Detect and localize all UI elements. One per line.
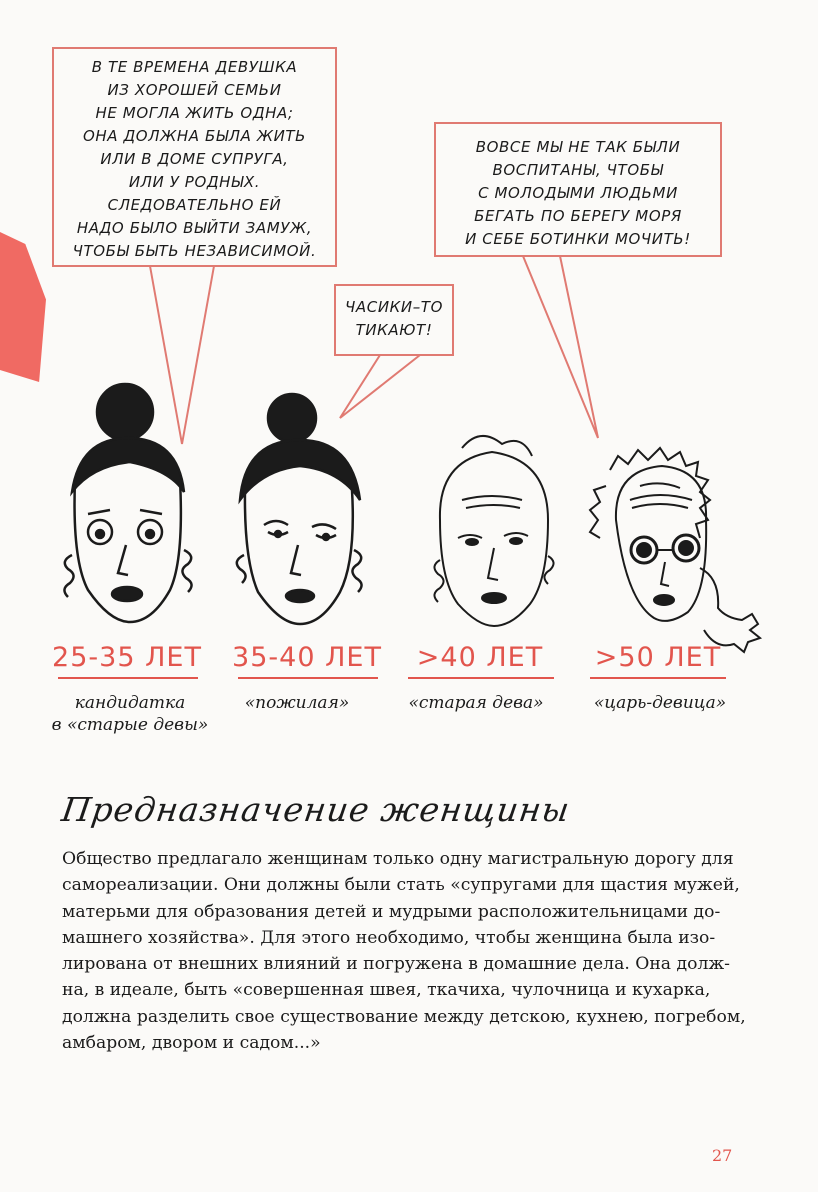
body-line: самореализации. Они должны были стать «супругами для щастия мужей, <box>62 875 740 896</box>
age-tag-line: кандидатка <box>74 693 186 713</box>
bubble-line: НЕ МОГЛА ЖИТЬ ОДНА; <box>95 104 294 122</box>
body-line: Общество предлагало женщинам только одну магистральную дорогу для <box>62 849 734 869</box>
bubble-line: В ТЕ ВРЕМЕНА ДЕВУШКА <box>91 58 298 76</box>
face-young-woman <box>64 384 191 622</box>
speech-bubble-2 <box>334 284 454 356</box>
bubble-line: С МОЛОДЫМИ ЛЮДЬМИ <box>478 184 678 202</box>
age-tag-2 <box>222 692 372 714</box>
bubble-line: ЧАСИКИ–ТО <box>345 298 443 316</box>
face-elderly-woman <box>237 394 362 624</box>
speech-bubble-3 <box>434 122 722 257</box>
bubble-line: И СЕБЕ БОТИНКИ МОЧИТЬ! <box>465 230 691 248</box>
age-tag-line: «пожилая» <box>244 693 350 713</box>
age-tag-1 <box>40 692 220 736</box>
age-tag-3 <box>386 692 566 714</box>
age-tag-line: в «старые девы» <box>51 715 209 735</box>
face-old-maid <box>434 436 553 626</box>
bubble-line: ТИКАЮТ! <box>355 321 433 339</box>
bubble-line: ИЛИ В ДОМЕ СУПРУГА, <box>100 150 289 168</box>
page-number: 27 <box>712 1146 733 1165</box>
age-rule-3 <box>408 677 554 679</box>
bubble-line: ВОВСЕ МЫ НЕ ТАК БЫЛИ <box>475 138 681 156</box>
body-line: на, в идеале, быть «совершенная швея, ткачиха, чулочница и кухарка, <box>62 980 711 1001</box>
bubble-tail-2 <box>340 355 420 418</box>
speech-bubble-1 <box>52 47 337 267</box>
age-rule-1 <box>58 677 198 679</box>
age-label-1: 25-35 ЛЕТ <box>52 642 202 673</box>
age-rule-4 <box>590 677 726 679</box>
age-rule-2 <box>238 677 378 679</box>
bubble-line: НАДО БЫЛО ВЫЙТИ ЗАМУЖ, <box>76 219 313 237</box>
bubble-line: ОНА ДОЛЖНА БЫЛА ЖИТЬ <box>82 127 307 145</box>
bubble-line: БЕГАТЬ ПО БЕРЕГУ МОРЯ <box>474 207 682 225</box>
age-label-4: >50 ЛЕТ <box>594 642 722 673</box>
body-line: матерьми для образования детей и мудрыми расположительницами до- <box>62 901 721 922</box>
body-line: амбаром, двором и садом...» <box>62 1033 321 1054</box>
section-title: Предназначение женщины <box>59 790 573 829</box>
age-label-3: >40 ЛЕТ <box>416 642 544 673</box>
bubble-tail-3 <box>523 256 598 438</box>
body-line: должна разделить свое существование между детскою, кухнею, погребом, <box>62 1006 746 1027</box>
bubble-line: ЧТОБЫ БЫТЬ НЕЗАВИСИМОЙ. <box>72 242 317 260</box>
body-line: лирована от внешних влияний и погружена в домашние дела. Она долж- <box>62 954 730 975</box>
age-tag-line: «царь-девица» <box>593 693 727 713</box>
bubble-line: СЛЕДОВАТЕЛЬНО ЕЙ <box>107 196 282 214</box>
bubble-line: ВОСПИТАНЫ, ЧТОБЫ <box>492 161 664 179</box>
bubble-tail-1 <box>150 266 214 444</box>
age-tag-line: «старая дева» <box>408 693 544 713</box>
body-paragraph <box>62 846 752 1056</box>
face-tsar-maiden <box>590 448 760 652</box>
age-label-2: 35-40 ЛЕТ <box>232 642 382 673</box>
bubble-line: ИЛИ У РОДНЫХ. <box>128 173 261 191</box>
age-tag-4 <box>570 692 750 714</box>
bubble-line: ИЗ ХОРОШЕЙ СЕМЬИ <box>107 81 282 99</box>
body-line: машнего хозяйства». Для этого необходимо, чтобы женщина была изо- <box>62 927 716 948</box>
